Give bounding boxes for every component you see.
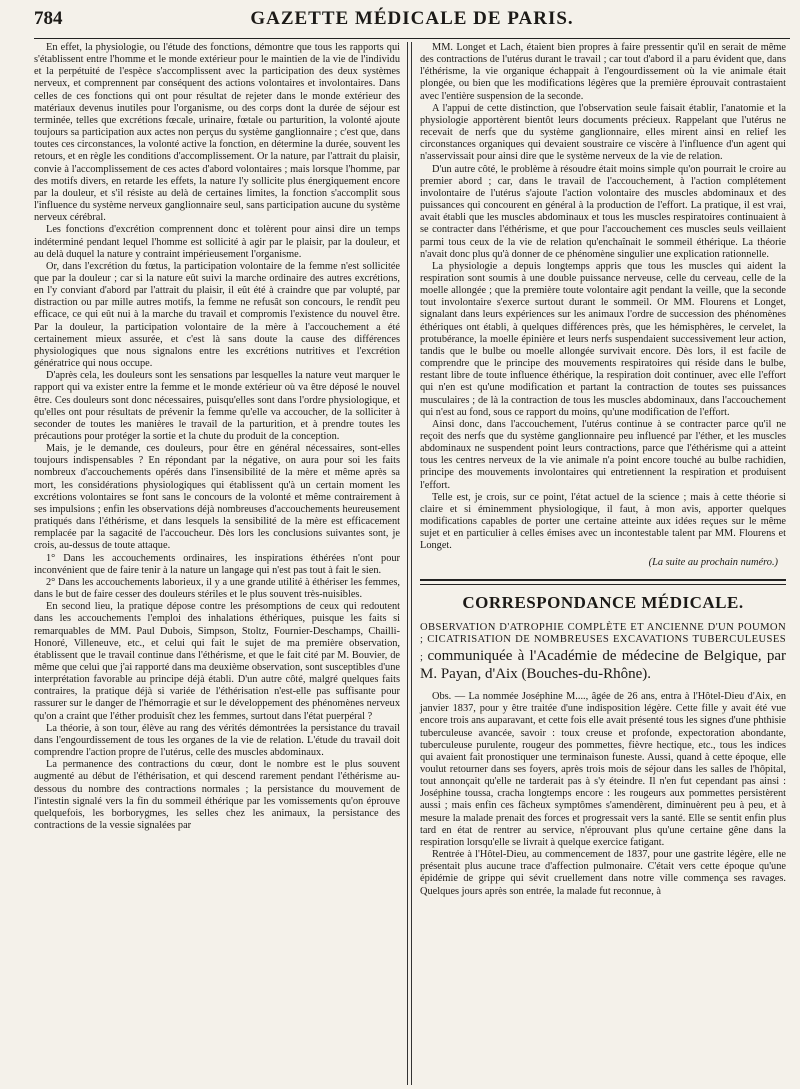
right-column	[414, 42, 786, 1085]
observation-title	[420, 622, 786, 683]
paragraph: 2° Dans les accouchements laborieux, il y a une grande utilité à éthériser les femmes, dans le but de faire cesser des douleurs stériles et le plus souvent très-nuisibles.	[34, 576, 400, 601]
paragraph: MM. Longet et Lach, étaient bien propres à faire pressentir qu'il en serait de même des contractions de l'utérus durant le travail ; car tout d'abord il a paru évident que, dans l'éthérisme, la vie organique échappait à l'engourdissement où la vie animale était plongée, ou bien que les modifications légères que la première éprouvait contrastaient avec l'entière suspension de la seconde.	[420, 42, 786, 102]
paragraph: Or, dans l'excrétion du fœtus, la participation volontaire de la femme n'est sollicitée que par la douleur ; car si la nature eût suivi la marche ordinaire des autres excrétions, en l'y conviant d'abord par l'attrait du plaisir, il eût été à craindre que par volupté, par distraction ou par mille autres motifs, la femme ne refusât son concours, le rendît peu efficace, ce qui eût nui à la marche du travail et compromis l'existence du nouvel être. Par la douleur, la participation volontaire de la mère à l'accouchement a été certainement mieux assurée, et c'est là sans doute la cause des différences physiologiques que nous signalons entre les excrétions nutritives et l'excrétion génératrice qui nous occupe.	[34, 260, 400, 370]
page-header	[34, 0, 790, 39]
paragraph: D'un autre côté, le problème à résoudre était moins simple qu'on pourrait le croire au premier abord ; car, dans le travail de l'accouchement, à l'action complétement involontaire de l'utérus s'ajoute l'action volontaire des muscles abdominaux et des puissances qui concourent en général à la production de l'effort. La pratique, il est vrai, avait établi que les muscles abdominaux et tous les muscles respiratoires continuaient à se contracter dans l'éthérisme, et que pour l'accouchement ces muscles seuls veillaient parmi tous ceux de la vie de relation qu'enchaînait le sommeil éthérique. La théorie n'avait donc plus qu'à donner de ce phénomène singulier une explication rationnelle.	[420, 163, 786, 260]
column-rule	[407, 42, 412, 1085]
journal-title: GAZETTE MÉDICALE DE PARIS.	[250, 8, 574, 29]
paragraph: Ainsi donc, dans l'accouchement, l'utérus continue à se contracter parce qu'il ne reçoit des nerfs que du système ganglionnaire peu influencé par l'éther, et les muscles abdominaux ne suspendent point leurs contractions, parce que l'éthérisme qui a atteint tous les centres nerveux de la vie animale n'a point encore touché au bulbe rachidien, principe des mouvements involontaires qui entretiennent la respiration et produisent l'effort.	[420, 418, 786, 491]
continuation-note: (La suite au prochain numéro.)	[648, 556, 778, 568]
left-column	[34, 42, 405, 1085]
paragraph: La théorie, à son tour, élève au rang des vérités démontrées la persistance du travail dans l'engourdissement de tous les organes de la vie de relation. L'étude du travail doit comprendre l'action propre de l'utérus, celle des muscles abdominaux.	[34, 722, 400, 759]
section-divider	[420, 579, 786, 581]
observation-title-rest: communiquée à l'Académie de médecine de Belgique, par M. Payan, d'Aix (Bouches-du-Rhône).	[420, 648, 786, 683]
paragraph: 1° Dans les accouchements ordinaires, les inspirations éthérées n'ont pour inconvénient que de faire tenir à la nature un langage qui n'est pas tout à fait le sien.	[34, 552, 400, 576]
paragraph: En second lieu, la pratique dépose contre les présomptions de ceux qui redoutent dans les accouchements l'emploi des inhalations éthériques, puisque les faits si remarquables de MM. Paul Dubois, Simpson, Stoltz, Fournier-Deschamps, Chailli-Honoré, Villeneuve, etc., et celui qui fait le sujet de ma première observation, établissent que le travail continue dans l'éthérisme, et que le fait cité par M. Bouvier, de même que celui que j'ai rapporté dans ma deuxième observation, sont susceptibles d'une interprétation favorable au principe déjà établi. D'un autre côté, malgré quelques faits contraires, la pratique déjà si variée de l'éthérisation n'est-elle pas suffisante pour rassurer sur le danger de l'hémorragie et sur le développement des phénomènes nerveux qu'on a craint que l'éther produisît chez les femmes, surtout dans l'état puerpéral ?	[34, 601, 400, 722]
paragraph: Les fonctions d'excrétion comprennent donc et tolèrent pour ainsi dire un temps indéterminé pendant lequel l'homme est sollicité à agir par le plaisir, par la douleur, et au delà duquel la nature y contraint impérieusement l'organisme.	[34, 224, 400, 260]
paragraph: En effet, la physiologie, ou l'étude des fonctions, démontre que tous les rapports qui s'établissent entre l'homme et le monde extérieur pour le maintien de la vie de l'individu et la perpétuité de l'espèce s'accomplissent avec la participation des deux systèmes nerveux, et comprennent par conséquent des actions volontaires et involontaires. Dans celles de ces fonctions qui ont pour résultat de rejeter dans le monde extérieur des matériaux devenus inutiles pour l'organisme, ou des corps dont la durée de séjour est terminée, telles que excrétions fœcale, urinaire, fœtale ou parturition, la volonté ajoute toujours sa participation aux actes non perçus du système ganglionnaire ; c'est que, dans toutes ces circonstances, la volonté active la fonction, en détermine la durée, souvent les retours, et en règle les conditions d'accomplissement. Or la nature, par l'attrait du plaisir, convie à l'accomplissement de ces actes d'abord volontaires ; mais lorsque l'homme, par des motifs divers, en retarde les effets, la nature l'y sollicite plus énergiquement encore par la douleur, et s'il résiste au delà de certaines limites, la fonction s'accomplit sous l'influence du système nerveux ganglionnaire seul, sans participation aucune du système nerveux cérébral.	[34, 42, 400, 224]
paragraph: La permanence des contractions du cœur, dont le nombre est le plus souvent augmenté au début de l'éthérisation, et qui descend rarement pendant l'éthérisme au-dessous du nombre des contractions normales ; la persistance du mouvement de l'intestin signalé vers la fin du sommeil éthérique par les vomissements qu'on éprouve quelquefois, les borborygmes, les selles chez les animaux, la persistance des contractions de la vessie signalées par	[34, 759, 400, 831]
page-number: 784	[34, 8, 63, 29]
article-columns	[34, 42, 790, 1085]
paragraph: La physiologie a depuis longtemps appris que tous les muscles qui aident la respiration sont soumis à une double puissance nerveuse, celle du cerveau, celle de la moelle allongée ; que la première toute volontaire agit pendant la veille, que la seconde tout involontaire s'exerce surtout durant le sommeil. Or MM. Flourens et Longet, signalant dans leurs expériences sur les animaux l'ordre de succession des phénomènes éthériques ont établi, à quelques différences près, que les hémisphères, le cervelet, la protubérance, la moelle épinière et leurs nerfs suspendaient successivement leur action, tandis que le bulbe ou moelle allongée survivait encore. Dès lors, il est facile de comprendre que le principe des mouvements respiratoires qui réside dans le bulbe, restant libre de toute influence éthérique, la respiration doit continuer, avec elle l'effort qui n'en est qu'une modification et partant la contraction de toutes ses puissances musculaires ; de là la contraction de tous les muscles abdominaux, dans l'accouchement qui n'est au fond, sous ce rapport du moins, qu'une modification de l'effort.	[420, 260, 786, 418]
paragraph: A l'appui de cette distinction, que l'observation seule faisait établir, l'anatomie et la physiologie apportèrent bientôt leurs documents précieux. Rappelant que l'utérus ne recevait de nerfs que du système ganglionnaire, elles mirent ainsi en relief les circonstances organiques qui devaient soustraire ce viscère à l'influence d'un agent qui n'asservissait pour ainsi dire que le système nerveux de la vie de relation.	[420, 102, 786, 163]
paragraph: Telle est, je crois, sur ce point, l'état actuel de la science ; mais à cette théorie si claire et si éminemment physiologique, il faut, à mon avis, apporter quelques modifications capables de porter une certaine atteinte aux idées reçues sur le même sujet et en particulier à celles émises avec un incontestable talent par MM. Flourens et Longet.	[420, 491, 786, 552]
paragraph: Obs. — La nommée Joséphine M...., âgée de 26 ans, entra à l'Hôtel-Dieu d'Aix, en janvier 1837, pour y être traitée d'une indisposition légère. Cette fille y avait été vue encore trois ans auparavant, et cette fois elle avait présenté tous les signes d'une phthisie tuberculeuse avancée, savoir : toux creuse et profonde, expectoration abondante, tuberculeuse purulente, rougeur des pommettes, fièvre hectique, etc., tous les indices qui avaient fait pronostiquer une terminaison funeste. Aussi, quand à cette époque, elle voulut retourner dans ses foyers, après trois mois de séjour dans les salles de l'hôpital, tout annonçait qu'elle ne tarderait pas à s'y éteindre. Il n'en fut cependant pas ainsi : Joséphine toussa, cracha longtemps encore : les rougeurs aux pommettes persistèrent aussi ; mais enfin ces fâcheux symptômes s'amendèrent, diminuèrent peu à peu, et à mesure la malade prenait des forces et progressait vers la santé. Elle se sentit enfin plus tard en état de rentrer au service, n'éprouvant plus qu'une certaine gêne dans la respiration lorsqu'elle se livrait à quelque exercice fatigant.	[420, 691, 786, 848]
paragraph: D'après cela, les douleurs sont les sensations par lesquelles la nature veut marquer le rapport qui va exister entre la femme et le monde extérieur où va être déposé le nouvel être. Ces douleurs sont donc nécessaires, puisqu'elles sont dans l'ordre physiologique, et qu'elles ont pour résultats de prévenir la femme qu'elle va accoucher, de la solliciter à seconder de toutes les manières le travail de la parturition, et à prendre toutes les précautions pour protéger la sortie et la chute du produit de la conception.	[34, 370, 400, 442]
paragraph: Rentrée à l'Hôtel-Dieu, au commencement de 1837, pour une gastrite légère, elle ne présentait plus aucune trace d'affection pulmonaire. C'était vers cette époque qu'une épidémie de grippe qui sévit cruellement dans notre ville commença ses ravages. Quelques jours après son entrée, la malade fut reconnue, à	[420, 849, 786, 897]
paragraph: Mais, je le demande, ces douleurs, pour être en général nécessaires, sont-elles toujours indispensables ? En répondant par la négative, on aura pour soi les faits nombreux d'accouchements opérés dans l'insensibilité de la mère et même après sa mort, les considérations physiologiques qui établissent qu'à un certain moment les excrétions volontaires se font sans le concours de la volonté et même contrairement à ses impulsions ; enfin les observations déjà nombreuses d'accouchements heureusement pratiqués dans l'éthérisme, et dans lesquels la sensibilité de la mère est efficacement remplacée par la sagacité de l'accoucheur. Dès lors les conclusions suivantes sont, je crois, au-dessus de toute attaque.	[34, 443, 400, 552]
section-title: CORRESPONDANCE MÉDICALE.	[462, 592, 744, 612]
section-divider-thin	[420, 584, 786, 585]
observation-title-caps: OBSERVATION D'ATROPHIE COMPLÈTE ET ANCIENNE D'UN POUMON ; CICATRISATION DE NOMBREUSES EXCAVATIONS TUBERCULEUSES ;	[420, 621, 786, 664]
